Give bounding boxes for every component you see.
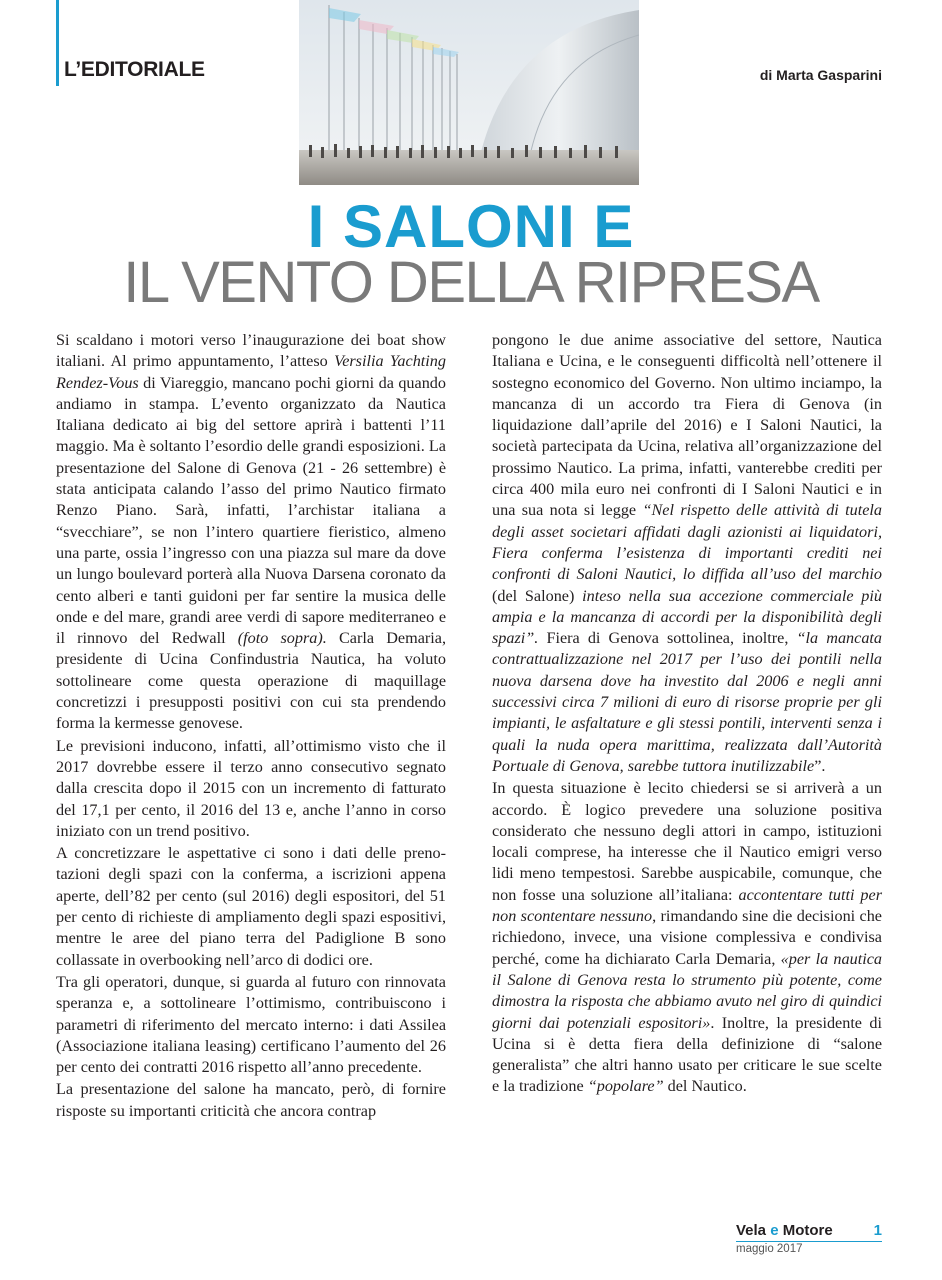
magazine-name-part: e <box>770 1222 779 1239</box>
text-run: del Nautico. <box>663 1077 747 1096</box>
text-run: A concretizzare le aspettative ci sono i dati delle prenotazioni degli spazi con la conferma, a iscrizioni appena aperte, dell’82 per cento (sul 2016) degli espositori, del 51 per cento di richieste di ampliamento degli spazi espositivi, mentre le aree del piano terra del Padiglione B sono collassate in overbooking nell’arco di dodici ore. <box>56 844 446 969</box>
italic-run: accontentare tutti per non scontentare nessuno <box>492 885 882 926</box>
body-paragraph <box>56 1079 446 1122</box>
author-byline: di Marta Gasparini <box>759 67 882 83</box>
issue-date: maggio 2017 <box>736 1243 803 1255</box>
subheadline: IL VENTO DELLA RIPRESA <box>123 250 819 315</box>
body-paragraph <box>56 972 446 1078</box>
magazine-name-part: Vela <box>736 1222 767 1239</box>
italic-run: Versilia Yachting Rendez-Vous <box>56 352 446 392</box>
text-run: Si scaldano i motori verso l’inaugurazione dei boat show italiani. Al primo appuntamento, l’atteso <box>56 331 446 371</box>
text-run: . Inoltre, la presidente di Ucina si è detta fiera della definizione di “salone generalista” che altri hanno usato per criticare le sue scelte e la tradizione <box>492 1013 883 1096</box>
headline: I SALONI E <box>307 193 635 260</box>
body-paragraph <box>56 736 446 842</box>
magazine-name <box>736 1222 882 1242</box>
text-run: pongono le due anime associative del settore, Nautica Italiana e Ucina, e le conseguenti difficoltà nell’ottenere il sostegno economico del Governo. Non ultimo inciampo, la mancanza di un accordo tra Fiera di Genova (in liquidazione dall’aprile del 2016) e I Saloni Nautici, la società partecipata da Ucina, relativa all’organizzazione del prossimo Nautico. La prima, infatti, vanterebbe crediti per circa 400 mila euro nei confronti di I Saloni Nautici e in una sua nota si legge <box>492 331 882 520</box>
body-column-left <box>56 330 446 1122</box>
italic-run: “Nel rispetto delle attività di tutela degli asset societari affidati dagli azionisti ai liquidatori, Fiera conferma l’esistenza di importanti crediti nei confronti di Saloni Nautici, lo diffida all’uso del marchio <box>492 501 883 584</box>
text-run: Le previsioni inducono, infatti, all’ottimismo visto che il 2017 dovrebbe essere il terzo anno consecutivo segnato dalla crescita dopo il 2015 con un incremento di fatturato del 17,1 per cento, il 2016 del 13 e, anche l’anno in corso iniziato con un trend positivo. <box>56 736 446 840</box>
hero-photo <box>299 0 639 185</box>
section-label: L’EDITORIALE <box>64 58 205 81</box>
text-run: La presentazione del salone ha mancato, però, di fornire risposte su importanti criticità che ancora contrap <box>56 1080 446 1120</box>
italic-run: “popolare” <box>587 1077 664 1096</box>
magazine-name-part: Motore <box>782 1222 833 1239</box>
text-run: ”. <box>814 756 826 775</box>
text-run: (del Salone) <box>492 586 583 605</box>
body-column-right <box>492 330 882 1098</box>
accent-bar <box>56 0 59 86</box>
text-run: Carla Demaria, presidente di Ucina Confindustria Nautica, ha voluto sottolineare come questa operazione di maquillage concretizzi i presupposti positivi con cui sta prendendo forma la kermesse genovese. <box>56 629 446 733</box>
body-paragraph <box>56 330 446 735</box>
italic-run: «per la nautica il Salone di Genova resta lo strumento più potente, come dimostra la risposta che abbiamo avuto nel giro di quindici giorni dai potenziali espositori» <box>492 949 882 1032</box>
page-number: 1 <box>873 1222 882 1239</box>
text-run: Fiera di Genova sottolinea, inoltre, <box>538 629 797 648</box>
magazine-footer <box>736 1222 882 1255</box>
body-paragraph <box>492 778 882 1097</box>
italic-run: “la mancata contrattualizzazione nel 2017 per l’uso dei pontili nella nuova darsena dove ha investito dal 2006 e negli anni successivi circa 7 milioni di euro di risorse proprie per gli impianti, le asfaltature e gli stessi pontili, interventi senza i quali la nuda opera marittima, realizzata dall’Autorità Portuale di Genova, sarebbe tuttora inutilizzabile <box>492 629 883 775</box>
text-run: Tra gli operatori, dunque, si guarda al futuro con rinnovata speranza e, a sottolineare l’ottimismo, contribuiscono i parametri di riferimento del mercato interno: i dati Assilea (Associazione italiana leasing) certificano l’aumento del 26 per cento dei contratti 2016 rispetto all’anno precedente. <box>56 972 446 1077</box>
body-paragraph <box>56 843 446 971</box>
italic-run: inteso nella sua accezione commerciale più ampia e la mancanza di accordi per la disponibilità degli spazi”. <box>492 586 882 648</box>
italic-run: (foto sopra). <box>237 629 327 648</box>
text-run: , rimandando sine die decisioni che richiedono, invece, una visione complessiva e condivisa perché, come ha dichiarato Carla Demaria, <box>492 907 882 968</box>
body-paragraph <box>492 330 882 777</box>
text-run: di Viareggio, mancano pochi giorni da quando andiamo in stampa. L’evento organizzato da Nautica Italiana dedicato ai big del settore aprirà i battenti l’11 maggio. Ma è soltanto l’esordio delle grandi esposizioni. La presentazione del Salone di Genova (21 - 26 settembre) è stata anticipata calando l’asso del primo Nautico firmato Renzo Piano. Sarà, infatti, l’archistar italiana a “svecchiare”, se non l’intero quartiere fieristico, almeno una parte, ossia l’ingresso con una piazza sul mare da dove un lungo boulevard porterà alla Nuova Darsena coronato da cento alberi e tanti guidoni per far sentire la musica delle onde e del mare, grandi aree verdi di sapore mediterraneo e il rinnovo del Redwall <box>56 373 446 648</box>
text-run: In questa situazione è lecito chiedersi se si arriverà a un accordo. È logico prevedere una soluzione positiva considerato che nessuno degli attori in campo, istituzioni locali comprese, ha interesse che il Nautico emigri verso lidi meno tempestosi. Sarebbe auspicabile, comunque, che non fosse una soluzione all’italiana: <box>492 779 882 904</box>
